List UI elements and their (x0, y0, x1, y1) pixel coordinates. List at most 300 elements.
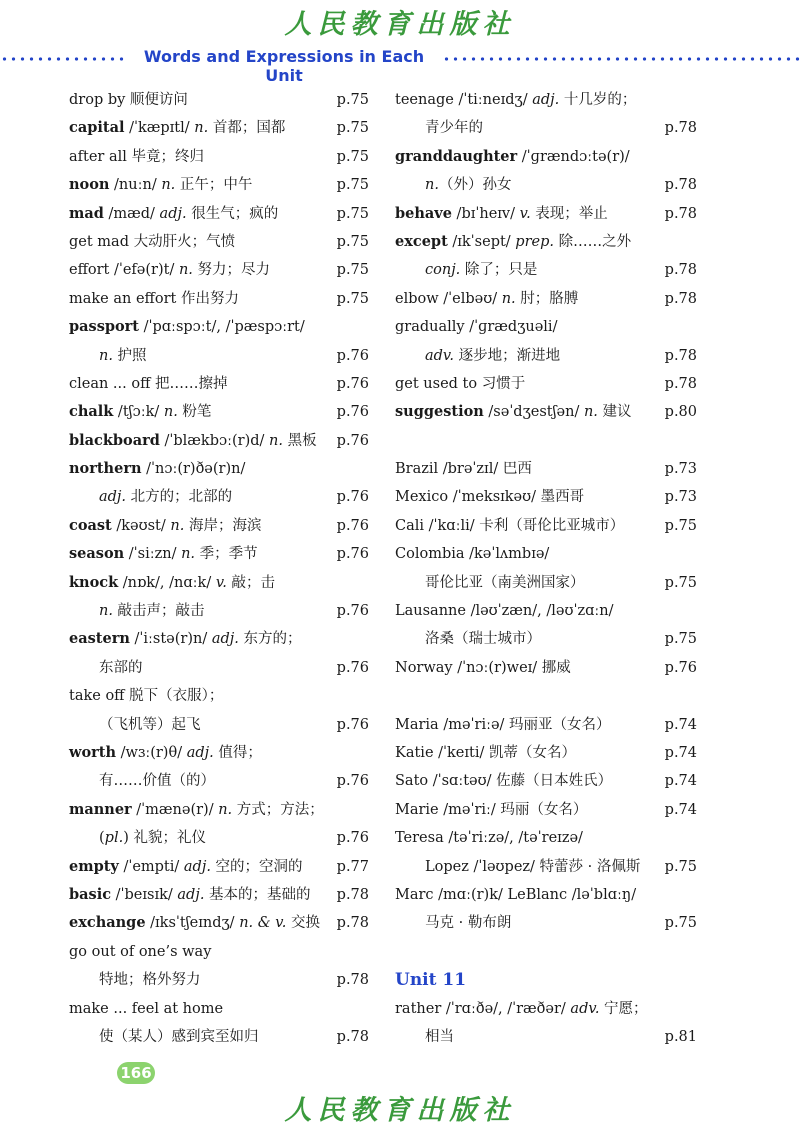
entry-segment: make ... feel at home (69, 1000, 224, 1017)
page-reference: p.74 (664, 801, 697, 818)
page-reference: p.75 (664, 915, 697, 932)
part-of-speech: pl. (104, 830, 124, 847)
vocab-line (69, 711, 369, 739)
entry-text (425, 256, 537, 284)
vocab-line (69, 597, 369, 625)
vocab-line (395, 342, 697, 370)
page-reference: p.78 (664, 290, 697, 307)
page-reference: p.78 (336, 972, 369, 989)
entry-segment: 有……价值（的） (99, 773, 215, 790)
entry-text (425, 909, 511, 937)
entry-text (395, 86, 636, 114)
vocabulary-column-right (395, 86, 697, 1051)
headword: basic (69, 885, 112, 903)
part-of-speech: prep. (515, 233, 554, 250)
entry-segment: 表现；举止 (530, 205, 608, 222)
entry-text (69, 682, 223, 710)
entry-segment: 黑板 (283, 432, 317, 449)
vocab-line (395, 86, 697, 114)
vocab-line (69, 853, 369, 881)
vocabulary-column-left (69, 86, 369, 1051)
page-reference: p.76 (336, 773, 369, 790)
page-reference: p.75 (664, 858, 697, 875)
entry-text (395, 597, 613, 625)
entry-text (395, 200, 608, 228)
entry-text (395, 966, 466, 994)
vocab-line (395, 625, 697, 653)
page-reference: p.75 (664, 574, 697, 591)
page-reference: p.78 (336, 886, 369, 903)
spacer (395, 938, 697, 966)
page-reference: p.76 (336, 830, 369, 847)
entry-text (395, 767, 612, 795)
entry-segment: get used to 习惯于 (395, 375, 526, 392)
entry-text (395, 881, 636, 909)
vocab-line (395, 114, 697, 142)
entry-text (69, 455, 245, 483)
vocab-line (69, 313, 369, 341)
entry-text (69, 569, 275, 597)
page-reference: p.76 (336, 375, 369, 392)
vocab-line (395, 228, 697, 256)
page-reference: p.78 (664, 262, 697, 279)
vocab-line (69, 1023, 369, 1051)
page-reference: p.75 (336, 148, 369, 165)
entry-segment: get mad 大动肝火；气愤 (69, 233, 236, 250)
vocab-line (395, 171, 697, 199)
part-of-speech: n. (425, 177, 439, 194)
part-of-speech: n. & v. (239, 915, 287, 932)
vocab-line (395, 909, 697, 937)
headword: behave (395, 204, 452, 222)
entry-text (395, 540, 549, 568)
vocab-line (69, 796, 369, 824)
entry-segment: /ˈmænə(r)/ (131, 801, 219, 818)
entry-segment: 逐步地；渐进地 (454, 347, 561, 364)
part-of-speech: adj. (186, 744, 214, 761)
entry-text (425, 569, 585, 597)
vocab-line (395, 824, 697, 852)
headword: worth (69, 743, 117, 761)
vocab-line (69, 398, 369, 426)
entry-text (99, 824, 206, 852)
entry-segment: 正午；中午 (175, 177, 253, 194)
entry-text (99, 483, 232, 511)
vocab-line (395, 711, 697, 739)
vocab-line (69, 995, 369, 1023)
entry-segment: 马克 · 勒布朗 (425, 915, 512, 932)
part-of-speech: v. (215, 574, 227, 591)
entry-segment: /ˈsiːzn/ (124, 546, 182, 563)
headword: blackboard (69, 431, 160, 449)
vocab-line (69, 86, 369, 114)
page-reference: p.75 (336, 262, 369, 279)
entry-segment: /ˈpɑːspɔːt/, /ˈpæspɔːrt/ (139, 319, 305, 336)
entry-segment: clean ... off 把……擦掉 (69, 375, 228, 392)
entry-text (395, 824, 583, 852)
vocab-line (395, 1023, 697, 1051)
entry-segment: 方式；方法； (232, 801, 324, 818)
entry-segment: teenage /ˈtiːneɪdʒ/ (395, 92, 533, 108)
entry-segment: /ɪksˈtʃeɪndʒ/ (145, 915, 240, 932)
section-title: Words and Expressions in Each Unit (143, 47, 425, 85)
page-reference: p.74 (664, 744, 697, 761)
entry-text (425, 853, 640, 881)
entry-text (69, 114, 285, 142)
part-of-speech: n. (218, 801, 233, 818)
vocab-line (69, 171, 369, 199)
vocab-line (395, 853, 697, 881)
vocab-line (69, 682, 369, 710)
part-of-speech: n. (181, 546, 196, 563)
publisher-logo-bottom: 人民教育出版社 (284, 1095, 516, 1126)
entry-segment: 粉笔 (177, 404, 212, 421)
section-header (0, 44, 800, 85)
entry-segment: Marie /məˈriː/ 玛丽（女名） (395, 801, 588, 818)
entry-text (69, 853, 303, 881)
entry-text (69, 540, 258, 568)
part-of-speech: n. (99, 603, 113, 620)
part-of-speech: adj. (177, 886, 205, 903)
part-of-speech: conj. (425, 262, 461, 279)
part-of-speech: v. (519, 205, 531, 222)
page-reference: p.76 (336, 517, 369, 534)
vocab-line (395, 739, 697, 767)
entry-segment: 特地；格外努力 (99, 972, 201, 989)
entry-text (69, 285, 239, 313)
vocab-line (395, 767, 697, 795)
vocab-line (395, 569, 697, 597)
entry-segment: 建议 (597, 404, 632, 421)
vocab-line (69, 654, 369, 682)
unit-title: Unit 11 (395, 970, 467, 991)
entry-segment: （外）孙女 (438, 177, 512, 194)
vocab-line (69, 342, 369, 370)
headword: coast (69, 516, 112, 534)
part-of-speech: adj. (183, 858, 211, 875)
entry-text (69, 796, 324, 824)
vocab-line (69, 909, 369, 937)
page-reference: p.75 (336, 92, 369, 108)
entry-segment: 空的；空洞的 (210, 858, 303, 875)
entry-text (395, 143, 630, 171)
entry-text (69, 200, 278, 228)
publisher-logo-top: 人民教育出版社 (284, 9, 516, 40)
entry-segment: 值得； (213, 744, 262, 761)
entry-segment: /bɪˈheɪv/ (451, 205, 520, 222)
entry-segment: Katie /ˈkeɪti/ 凯蒂（女名） (395, 744, 576, 761)
page-reference: p.76 (336, 404, 369, 421)
part-of-speech: n. (161, 177, 176, 194)
page-reference: p.73 (664, 461, 697, 478)
page-reference: p.78 (336, 1028, 369, 1045)
part-of-speech: adj. (99, 489, 127, 506)
page-reference: p.81 (664, 1028, 697, 1045)
page-reference: p.76 (336, 347, 369, 364)
entry-segment: /ˈnɔː(r)ðə(r)n/ (141, 461, 246, 478)
entry-segment: 努力；尽力 (192, 262, 271, 279)
page-reference: p.78 (336, 915, 369, 932)
entry-segment: 敲击声；敲击 (112, 603, 205, 620)
entry-segment: take off 脱下（衣服）； (69, 688, 224, 705)
entry-segment: Sato /ˈsɑːtəʊ/ 佐藤（日本姓氏） (395, 773, 613, 790)
part-of-speech: adj. (159, 205, 187, 222)
entry-text (425, 114, 483, 142)
entry-text (69, 398, 211, 426)
vocab-line (395, 285, 697, 313)
spacer (395, 682, 697, 710)
entry-segment: 北方的；北部的 (126, 489, 233, 506)
headword: capital (69, 119, 125, 137)
vocab-line (69, 285, 369, 313)
vocab-line (395, 796, 697, 824)
entry-text (69, 313, 305, 341)
entry-text (395, 711, 611, 739)
part-of-speech: n. (170, 517, 185, 534)
vocab-line (69, 824, 369, 852)
headword: suggestion (395, 403, 484, 421)
headword: knock (69, 573, 119, 591)
vocab-line (395, 455, 697, 483)
entry-segment: 青少年的 (425, 120, 483, 137)
entry-segment: Teresa /təˈriːzə/, /təˈreɪzə/ (395, 830, 583, 847)
entry-text (99, 342, 147, 370)
entry-segment: 十几岁的； (559, 92, 637, 108)
vocab-line (69, 228, 369, 256)
vocab-line (395, 483, 697, 511)
entry-segment: 除……之外 (553, 233, 632, 250)
entry-text (395, 285, 578, 313)
page-number-badge: 166 (117, 1062, 155, 1084)
part-of-speech: adj. (211, 631, 239, 648)
entry-segment: Brazil /brəˈzɪl/ 巴西 (395, 461, 532, 478)
headword: noon (69, 176, 110, 194)
vocab-line (395, 654, 697, 682)
part-of-speech: adv. (570, 1000, 600, 1017)
part-of-speech: adj. (532, 92, 560, 108)
headword: mad (69, 204, 104, 222)
entry-text (69, 512, 261, 540)
entry-segment: 哥伦比亚（南美洲国家） (425, 574, 585, 591)
entry-segment: drop by 顺便访问 (69, 92, 188, 108)
headword: northern (69, 460, 142, 478)
vocab-line (69, 512, 369, 540)
entry-segment: /ˈkæpɪtl/ (124, 120, 195, 137)
headword: passport (69, 318, 140, 336)
entry-text (395, 483, 584, 511)
page-reference: p.78 (664, 205, 697, 222)
entry-segment: ) 礼貌；礼仪 (123, 830, 206, 847)
entry-segment: /wɜː(r)θ/ (116, 744, 187, 761)
entry-segment: Cali /ˈkɑːli/ 卡利（哥伦比亚城市） (395, 517, 625, 534)
page-reference: p.75 (336, 177, 369, 194)
part-of-speech: adv. (425, 347, 455, 364)
entry-text (395, 739, 576, 767)
vocab-line (69, 370, 369, 398)
entry-segment: Lopez /ˈləʊpez/ 特蕾莎 · 洛佩斯 (425, 858, 641, 875)
vocab-line (69, 938, 369, 966)
entry-text (69, 228, 235, 256)
page-reference: p.76 (664, 659, 697, 676)
entry-segment: /ˈiːstə(r)n/ (129, 631, 212, 648)
entry-text (425, 1023, 454, 1051)
entry-text (395, 370, 525, 398)
entry-segment: 季；季节 (195, 546, 258, 563)
page-reference: p.73 (664, 489, 697, 506)
entry-text (69, 86, 188, 114)
entry-segment: 护照 (112, 347, 147, 364)
page-reference: p.75 (664, 631, 697, 648)
part-of-speech: n. (99, 347, 113, 364)
entry-segment: 相当 (425, 1028, 454, 1045)
entry-segment: 洛桑（瑞士城市） (425, 631, 541, 648)
entry-segment: Maria /məˈriːə/ 玛丽亚（女名） (395, 716, 611, 733)
page-reference: p.76 (336, 489, 369, 506)
entry-segment: 首都；国都 (208, 120, 286, 137)
vocab-line (69, 625, 369, 653)
entry-text (69, 370, 228, 398)
entry-text (395, 995, 648, 1023)
vocab-line (395, 200, 697, 228)
page-reference: p.75 (336, 205, 369, 222)
page-reference: p.76 (336, 432, 369, 449)
vocab-line (69, 483, 369, 511)
vocab-line (69, 569, 369, 597)
headword: eastern (69, 630, 130, 648)
entry-segment: /kəʊst/ (111, 517, 171, 534)
entry-segment: /mæd/ (103, 205, 160, 222)
entry-text (69, 909, 320, 937)
headword: season (69, 545, 125, 563)
vocab-line (395, 597, 697, 625)
vocab-line (69, 427, 369, 455)
entry-text (395, 313, 557, 341)
entry-segment: /ɪkˈsept/ (447, 233, 516, 250)
entry-text (69, 995, 223, 1023)
entry-text (69, 938, 211, 966)
entry-text (395, 398, 632, 426)
entry-segment: Mexico /ˈmeksɪkəʊ/ 墨西哥 (395, 489, 585, 506)
page-reference: p.75 (336, 233, 369, 250)
spacer (395, 427, 697, 455)
entry-segment: （飞机等）起飞 (99, 716, 201, 733)
vocab-line (69, 767, 369, 795)
part-of-speech: n. (163, 404, 178, 421)
entry-text (99, 1023, 259, 1051)
vocab-line (69, 739, 369, 767)
header-dots-left (0, 57, 125, 61)
entry-text (425, 171, 511, 199)
entry-segment: 使（某人）感到宾至如归 (99, 1028, 259, 1045)
entry-text (425, 625, 541, 653)
entry-segment: 敲；击 (226, 574, 276, 591)
entry-segment: /ˈɡrændɔːtə(r)/ (517, 148, 630, 165)
vocab-line (69, 881, 369, 909)
vocab-line (395, 512, 697, 540)
entry-segment: Norway /ˈnɔː(r)weɪ/ 挪威 (395, 659, 571, 676)
entry-text (395, 228, 631, 256)
page-reference: p.75 (336, 290, 369, 307)
unit-heading (395, 966, 697, 994)
entry-segment: effort /ˈefə(r)t/ (69, 262, 179, 279)
header-dots-right (442, 57, 800, 61)
entry-text (69, 427, 317, 455)
entry-text (99, 767, 215, 795)
page-reference: p.74 (664, 773, 697, 790)
vocab-line (69, 200, 369, 228)
entry-segment: elbow /ˈelbəʊ/ (395, 290, 502, 307)
entry-segment: 除了；只是 (460, 262, 538, 279)
vocab-line (395, 313, 697, 341)
page-reference: p.76 (336, 716, 369, 733)
entry-segment: gradually /ˈɡrædʒuəli/ (395, 319, 558, 336)
page-reference: p.78 (664, 347, 697, 364)
entry-segment: 很生气；疯的 (186, 205, 279, 222)
page-reference: p.78 (664, 177, 697, 194)
entry-segment: 宁愿； (599, 1000, 648, 1017)
entry-text (395, 654, 571, 682)
entry-segment: /nɒk/, /nɑːk/ (118, 574, 216, 591)
page-reference: p.78 (664, 375, 697, 392)
entry-text (69, 171, 252, 199)
page-reference: p.80 (664, 404, 697, 421)
headword: exchange (69, 914, 146, 932)
entry-text (69, 143, 204, 171)
page-reference: p.76 (336, 659, 369, 676)
entry-text (425, 342, 560, 370)
vocab-line (69, 256, 369, 284)
part-of-speech: n. (269, 432, 283, 449)
vocab-line (395, 995, 697, 1023)
entry-segment: 海岸；海滨 (184, 517, 262, 534)
entry-segment: 东方的； (238, 631, 302, 648)
entry-segment: Lausanne /ləʊˈzæn/, /ləʊˈzɑːn/ (395, 603, 614, 620)
entry-segment: make an effort 作出努力 (69, 290, 239, 307)
vocab-line (69, 540, 369, 568)
entry-segment: after all 毕竟；终归 (69, 148, 204, 165)
entry-segment: go out of one’s way (69, 943, 212, 960)
entry-segment: ( (99, 830, 105, 847)
entry-text (69, 881, 311, 909)
part-of-speech: n. (501, 290, 516, 307)
entry-text (69, 739, 262, 767)
page-reference: p.75 (664, 517, 697, 534)
entry-text (69, 256, 270, 284)
headword: chalk (69, 403, 114, 421)
entry-text (395, 512, 624, 540)
page-reference: p.76 (336, 546, 369, 563)
entry-segment: Marc /mɑː(r)k/ LeBlanc /ləˈblɑːŋ/ (395, 886, 637, 903)
entry-text (395, 455, 532, 483)
entry-text (99, 597, 205, 625)
page-reference: p.78 (664, 120, 697, 137)
vocab-line (395, 256, 697, 284)
vocab-line (69, 143, 369, 171)
entry-segment: /ˈblækbɔː(r)d/ (159, 432, 270, 449)
entry-text (69, 625, 301, 653)
entry-text (99, 966, 201, 994)
headword: empty (69, 857, 119, 875)
headword: except (395, 232, 448, 250)
part-of-speech: n. (194, 120, 209, 137)
vocab-line (69, 455, 369, 483)
entry-segment: Colombia /kəˈlʌmbɪə/ (395, 546, 550, 563)
entry-segment: /ˈbeɪsɪk/ (111, 886, 178, 903)
entry-text (99, 654, 143, 682)
vocab-line (395, 143, 697, 171)
headword: manner (69, 800, 132, 818)
headword: granddaughter (395, 147, 518, 165)
